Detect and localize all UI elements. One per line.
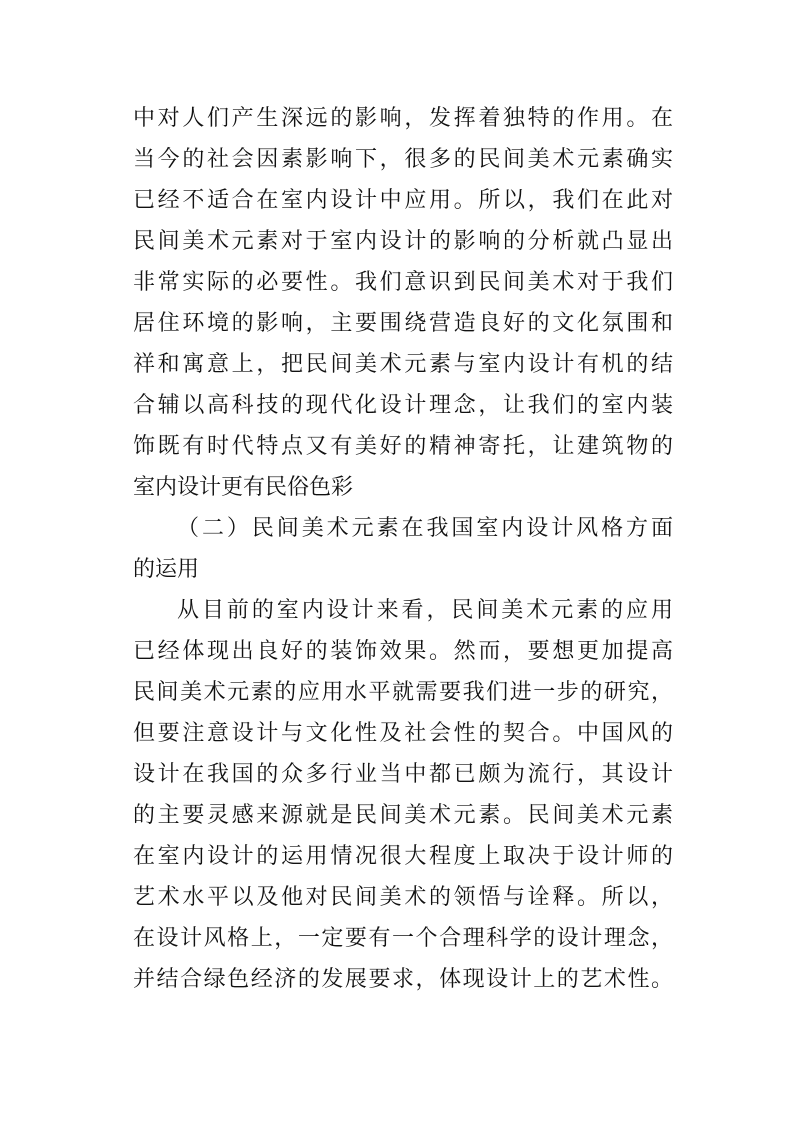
paragraph-continuation	[133, 98, 673, 508]
paragraph-line: 饰既有时代特点又有美好的精神寄托，让建筑物的	[133, 434, 673, 459]
paragraph-line: 设计在我国的众多行业当中都已颇为流行，其设计	[133, 762, 673, 787]
paragraph-line: 在室内设计的运用情况很大程度上取决于设计师的	[133, 844, 673, 869]
paragraph-line: 民间美术元素的应用水平就需要我们进一步的研究，	[133, 680, 673, 705]
document-body	[133, 98, 673, 1000]
paragraph-line: 合辅以高科技的现代化设计理念，让我们的室内装	[133, 393, 673, 418]
paragraph-line: 的主要灵感来源就是民间美术元素。民间美术元素	[133, 803, 673, 828]
paragraph-line: 但要注意设计与文化性及社会性的契合。中国风的	[133, 721, 673, 746]
paragraph-line: 中对人们产生深远的影响，发挥着独特的作用。在	[133, 106, 673, 131]
paragraph-line: 在设计风格上，一定要有一个合理科学的设计理念，	[133, 926, 673, 951]
paragraph-line: 已经体现出良好的装饰效果。然而，要想更加提高	[133, 639, 673, 664]
paragraph-line: 已经不适合在室内设计中应用。所以，我们在此对	[133, 188, 673, 213]
paragraph-line: 非常实际的必要性。我们意识到民间美术对于我们	[133, 270, 673, 295]
paragraph-line: 居住环境的影响，主要围绕营造良好的文化氛围和	[133, 311, 673, 336]
heading-line: 的运用	[133, 557, 200, 582]
paragraph-line: 当今的社会因素影响下，很多的民间美术元素确实	[133, 147, 673, 172]
paragraph-line: 并结合绿色经济的发展要求，体现设计上的艺术性。	[133, 967, 673, 992]
paragraph-line: 艺术水平以及他对民间美术的领悟与诠释。所以，	[133, 885, 673, 910]
paragraph-line: 民间美术元素对于室内设计的影响的分析就凸显出	[133, 229, 673, 254]
section-heading	[133, 508, 673, 590]
paragraph-body	[133, 590, 673, 1000]
paragraph-line: 从目前的室内设计来看，民间美术元素的应用	[177, 598, 673, 623]
paragraph-line: 室内设计更有民俗色彩	[133, 475, 354, 500]
heading-line: （二）民间美术元素在我国室内设计风格方面	[177, 516, 673, 541]
paragraph-line: 祥和寓意上，把民间美术元素与室内设计有机的结	[133, 352, 673, 377]
